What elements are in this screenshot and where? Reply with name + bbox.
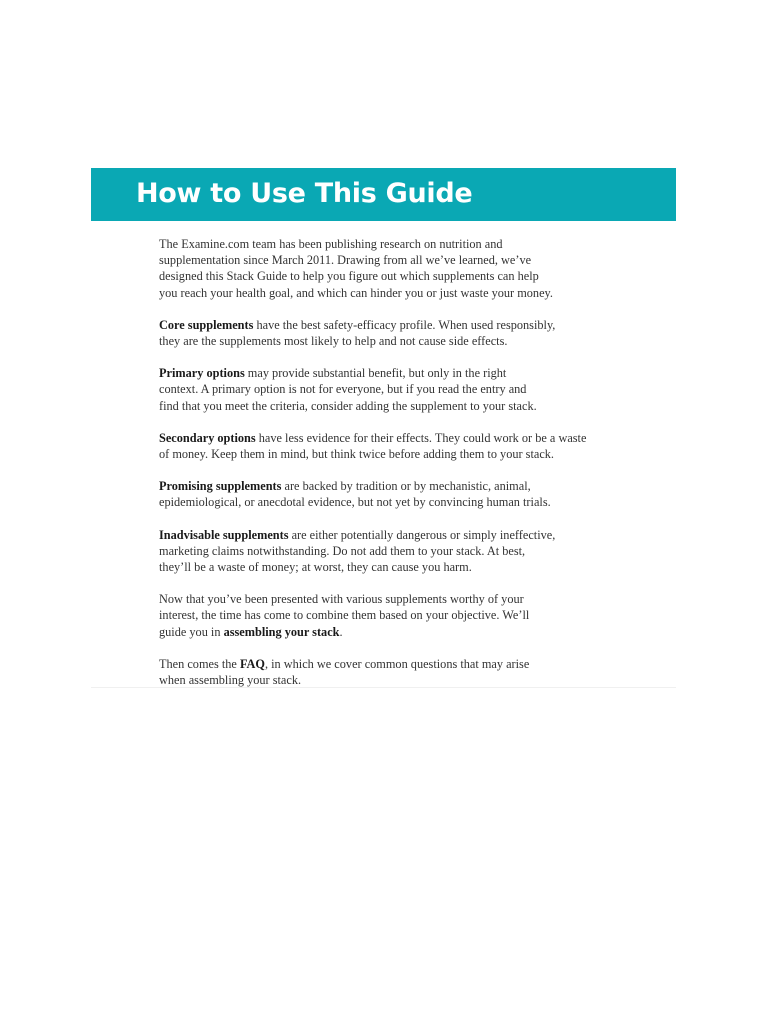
text-fragment: are either potentially dangerous or simply ineffective, (288, 527, 556, 542)
guide-page (91, 168, 676, 688)
core-supplements-paragraph (159, 317, 619, 349)
text-line (159, 656, 619, 672)
header-bar (91, 168, 676, 221)
text-line: designed this Stack Guide to help you figure out which supplements can help (159, 269, 539, 284)
text-line: The Examine.com team has been publishing research on nutrition and (159, 237, 503, 251)
text-line (159, 527, 619, 543)
text-line: you reach your health goal, and which can hinder you or just waste your money. (159, 285, 553, 300)
faq-paragraph (159, 656, 619, 688)
intro-paragraph (159, 236, 619, 301)
text-fragment: guide you in (159, 624, 224, 639)
text-fragment: . (339, 624, 343, 639)
assembling-your-stack-term: assembling your stack (223, 624, 340, 639)
text-fragment: have less evidence for their effects. They could work or be a waste (255, 430, 587, 445)
text-line (159, 317, 619, 333)
assembling-paragraph (159, 591, 619, 640)
text-fragment: are backed by tradition or by mechanistic, animal, (281, 479, 531, 494)
promising-supplements-term: Promising supplements (159, 479, 282, 494)
text-line: epidemiological, or anecdotal evidence, but not yet by convincing human trials. (159, 495, 551, 510)
text-fragment: have the best safety-efficacy profile. When used responsibly, (253, 317, 556, 332)
primary-options-paragraph (159, 365, 619, 414)
text-fragment: , in which we cover common questions that may arise (264, 656, 530, 671)
text-line (159, 478, 619, 494)
text-line: of money. Keep them in mind, but think twice before adding them to your stack. (159, 447, 555, 462)
guide-body (159, 236, 619, 704)
secondary-options-term: Secondary options (159, 430, 256, 445)
primary-options-term: Primary options (159, 366, 245, 381)
text-line: interest, the time has come to combine them based on your objective. We’ll (159, 608, 530, 623)
text-line: when assembling your stack. (159, 673, 302, 688)
text-line: Now that you’ve been presented with various supplements worthy of your (159, 592, 524, 607)
text-fragment: Then comes the (159, 656, 240, 671)
text-line: supplementation since March 2011. Drawing from all we’ve learned, we’ve (159, 253, 532, 268)
text-line (159, 430, 619, 446)
inadvisable-supplements-paragraph (159, 527, 619, 576)
text-line (159, 624, 619, 640)
secondary-options-paragraph (159, 430, 619, 462)
core-supplements-term: Core supplements (159, 317, 254, 332)
text-fragment: may provide substantial benefit, but only in the right (244, 366, 507, 381)
text-line: context. A primary option is not for everyone, but if you read the entry and (159, 382, 527, 397)
text-line: they are the supplements most likely to help and not cause side effects. (159, 334, 508, 349)
text-line (159, 365, 619, 381)
page-title: How to Use This Guide (136, 178, 473, 209)
promising-supplements-paragraph (159, 478, 619, 510)
text-line: marketing claims notwithstanding. Do not add them to your stack. At best, (159, 543, 526, 558)
inadvisable-supplements-term: Inadvisable supplements (159, 527, 289, 542)
faq-term: FAQ (239, 656, 265, 671)
text-line: find that you meet the criteria, consider adding the supplement to your stack. (159, 398, 537, 413)
text-line: they’ll be a waste of money; at worst, they can cause you harm. (159, 560, 472, 575)
